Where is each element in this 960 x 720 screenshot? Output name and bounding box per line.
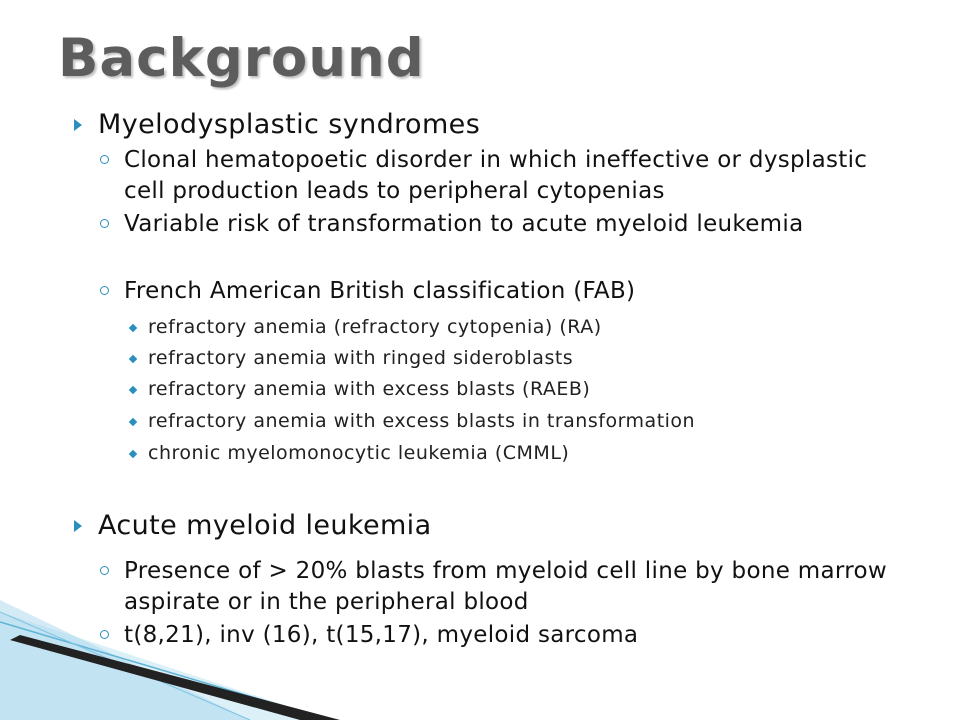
triangle-bullet-icon — [74, 520, 82, 532]
circle-bullet-icon — [100, 286, 109, 295]
triangle-bullet-icon — [74, 119, 82, 131]
fab-item-text: refractory anemia (refractory cytopenia) (RA) — [148, 316, 602, 338]
circle-bullet-icon — [100, 566, 109, 575]
sub-bullet-text: Presence of > 20% blasts from myeloid cell line by bone marrow aspirate or in the peripheral blood — [124, 558, 887, 615]
fab-item-text: refractory anemia with excess blasts in transformation — [148, 410, 696, 432]
fab-item-text: refractory anemia with ringed sideroblasts — [148, 347, 574, 369]
circle-bullet-icon — [100, 630, 109, 639]
fab-item-text: chronic myelomonocytic leukemia (CMML) — [148, 442, 570, 464]
bullet-text: Myelodysplastic syndromes — [98, 109, 481, 140]
sub-bullet-text: Variable risk of transformation to acute myeloid leukemia — [124, 211, 804, 237]
sub-bullet-text: Clonal hematopoetic disorder in which ineffective or dysplastic cell production leads to peripheral cytopenias — [124, 147, 868, 204]
bullet-text: Acute myeloid leukemia — [98, 510, 432, 541]
fab-item-text: refractory anemia with excess blasts (RAEB) — [148, 378, 591, 400]
circle-bullet-icon — [100, 219, 109, 228]
slide-title: Background — [58, 28, 425, 89]
circle-bullet-icon — [100, 155, 109, 164]
sub-bullet-text: French American British classification (FAB) — [124, 278, 636, 304]
sub-bullet-text: t(8,21), inv (16), t(15,17), myeloid sarcoma — [124, 622, 639, 648]
